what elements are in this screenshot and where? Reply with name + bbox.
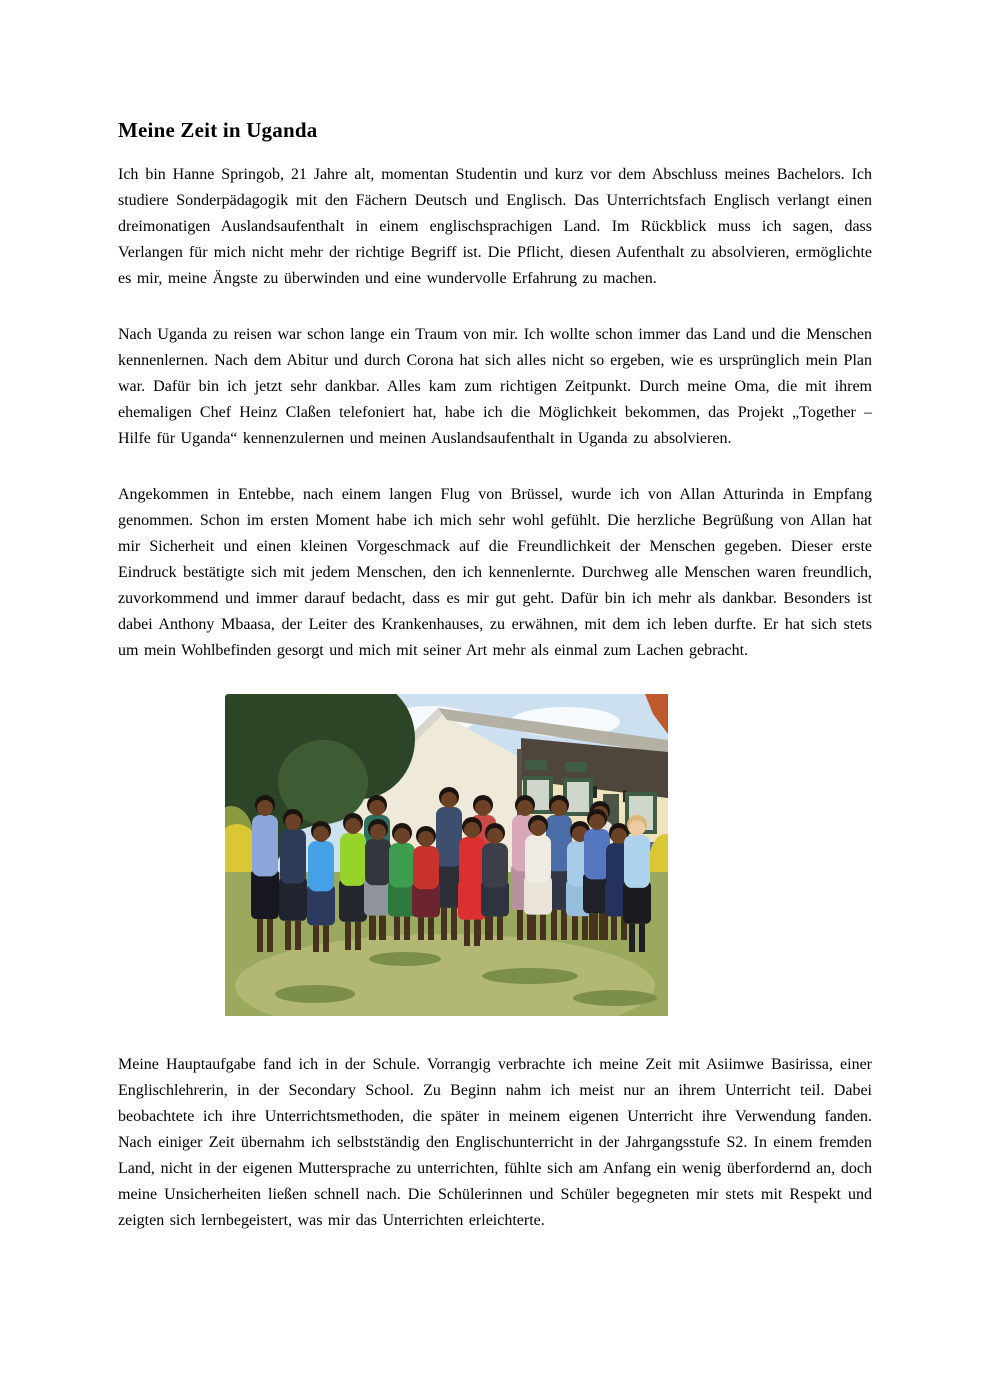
person-legs [267, 919, 273, 952]
person-legs [295, 921, 301, 950]
person-legs [257, 919, 263, 952]
person-legs [487, 917, 493, 940]
person-top-clothing [340, 833, 366, 886]
person-legs [551, 910, 557, 940]
person-legs [572, 916, 578, 940]
person-legs [313, 925, 319, 952]
paragraph-arrival: Angekommen in Entebbe, nach einem langen Flug von Brüssel, wurde ich von Allan Atturinda in Empfang genommen. Schon im ersten Moment habe ich mich sehr wohl gefühlt. Die herzliche Begrüßung von Allan hat mir Sicherheit und einen kleinen Vorgeschmack auf die Freundlichkeit der Menschen gegeben. Dieser erste Eindruck bestätigte sich mit jedem Menschen, den ich kennenlernte. Durchweg alle Menschen waren freundlich, zuvorkommend und immer darauf bedacht, dass es mir gut geht. Dafür bin ich mehr als dankbar. Besonders ist dabei Anthony Mbaasa, der Leiter des Krankenhauses, zu erwähnen, mit dem ich leben durfte. Er hat sich stets um mein Wohlbefinden gesorgt und mich mit seiner Art mehr als einmal zum Lachen gebracht. [118, 486, 872, 659]
person-face [589, 814, 605, 830]
paragraph-school: Meine Hauptaufgabe fand ich in der Schule. Vorrangig verbrachte ich meine Zeit mit Asiimwe Basirissa, einer Englischlehrerin, in der Secondary School. Zu Beginn nahm ich meist nur an ihrem Unterricht teil. Dabei beobachtete ich ihre Unterrichtsmethoden, die später in meinem eigenen Unterricht ihre Verwendung fanden. Nach einiger Zeit übernahm ich selbstständig den Englischunterricht in der Jahrgangsstufe S2. In einem fremden Land, nicht in der eigenen Muttersprache zu unterrichten, fühlte sich am Anfang ein wenig überfordernd an, doch meine Unsicherheiten ließen schnell nach. Die Schülerinnen und Schüler begegneten mir stets mit Respekt und zeigten sich lernbegeistert, was mir das Unterrichten erleichterte. [118, 1056, 872, 1229]
person-legs [404, 917, 410, 940]
person-top-clothing [624, 835, 650, 888]
person-face [475, 800, 491, 816]
person-legs [517, 910, 523, 940]
person-lower-clothing [251, 869, 279, 919]
person-legs [323, 925, 329, 952]
person-face [370, 824, 386, 840]
person-legs [355, 922, 361, 950]
window-vent [565, 762, 587, 772]
person-legs [599, 913, 605, 940]
person-face [441, 792, 457, 808]
person-face [487, 828, 503, 844]
person-face [345, 818, 361, 834]
person-legs [540, 915, 546, 940]
person-legs [451, 908, 457, 940]
person-legs [561, 910, 567, 940]
person-top-clothing [525, 835, 551, 883]
person-face [418, 831, 434, 847]
lawn-dark-patch [369, 952, 441, 966]
window-glass [567, 782, 589, 812]
person-legs [639, 924, 645, 952]
person-face [464, 822, 480, 838]
person-top-clothing [389, 843, 415, 888]
person-top-clothing [365, 839, 391, 885]
person-legs [394, 917, 400, 940]
person-face [313, 826, 329, 842]
person-face [530, 820, 546, 836]
person-legs [629, 924, 635, 952]
person-top-clothing [482, 843, 508, 888]
person-legs [428, 917, 434, 940]
person-top-clothing [280, 829, 306, 884]
paragraph-intro: Ich bin Hanne Springob, 21 Jahre alt, momentan Studentin und kurz vor dem Abschluss meines Bachelors. Ich studiere Sonderpädagogik mit den Fächern Deutsch und Englisch. Das Unterrichtsfach Englisch verlangt einen dreimonatigen Auslandsaufenthalt in einem englischsprachigen Land. Im Rückblick muss ich sagen, dass Verlangen für mich nicht mehr der richtige Begriff ist. Die Pflicht, diesen Aufenthalt zu absolvieren, ermöglichte es mir, meine Ängste zu überwinden und eine wundervolle Erfahrung zu machen. [118, 166, 872, 287]
person-legs [530, 915, 536, 940]
person-face [285, 814, 301, 830]
group-photo [225, 694, 668, 1016]
person-face [629, 820, 645, 836]
person-legs [370, 916, 376, 940]
group-photo-illustration [225, 694, 668, 1016]
person-top-clothing [252, 815, 278, 876]
person-legs [418, 917, 424, 940]
lawn-dark-patch [482, 968, 578, 984]
person-top-clothing [459, 837, 485, 887]
person-legs [345, 922, 351, 950]
window-vent [525, 760, 547, 770]
person-top-clothing [413, 846, 439, 889]
person-top-clothing [436, 807, 462, 867]
person-face [551, 800, 567, 816]
lawn-dark-patch [573, 990, 657, 1006]
person-face [517, 800, 533, 816]
person-legs [497, 917, 503, 940]
person-face [369, 800, 385, 816]
paragraph-uganda-dream: Nach Uganda zu reisen war schon lange ein Traum von mir. Ich wollte schon immer das Land und die Menschen kennenlernen. Nach dem Abitur und durch Corona hat sich alles nicht so ergeben, wie es ursprünglich mein Plan war. Dafür bin ich jetzt sehr dankbar. Alles kam zum richtigen Zeitpunkt. Durch meine Oma, die mit ihrem ehemaligen Chef Heinz Claßen telefoniert hat, habe ich die Möglichkeit bekommen, das Projekt „Together – Hilfe für Uganda“ kennenzulernen und meinen Auslandsaufenthalt in Uganda zu absolvieren. [118, 326, 872, 447]
person-face [394, 828, 410, 844]
person-legs [611, 917, 617, 940]
person-legs [441, 908, 447, 940]
person-face [257, 800, 273, 816]
lawn-dark-patch [275, 985, 355, 1003]
person-legs [589, 913, 595, 940]
rafter [593, 786, 597, 798]
person-top-clothing [308, 841, 334, 891]
person-legs [464, 920, 470, 946]
person-legs [380, 916, 386, 940]
person-legs [582, 916, 588, 940]
person-legs [285, 921, 291, 950]
page-title: Meine Zeit in Uganda [118, 118, 318, 142]
person-legs [474, 920, 480, 946]
